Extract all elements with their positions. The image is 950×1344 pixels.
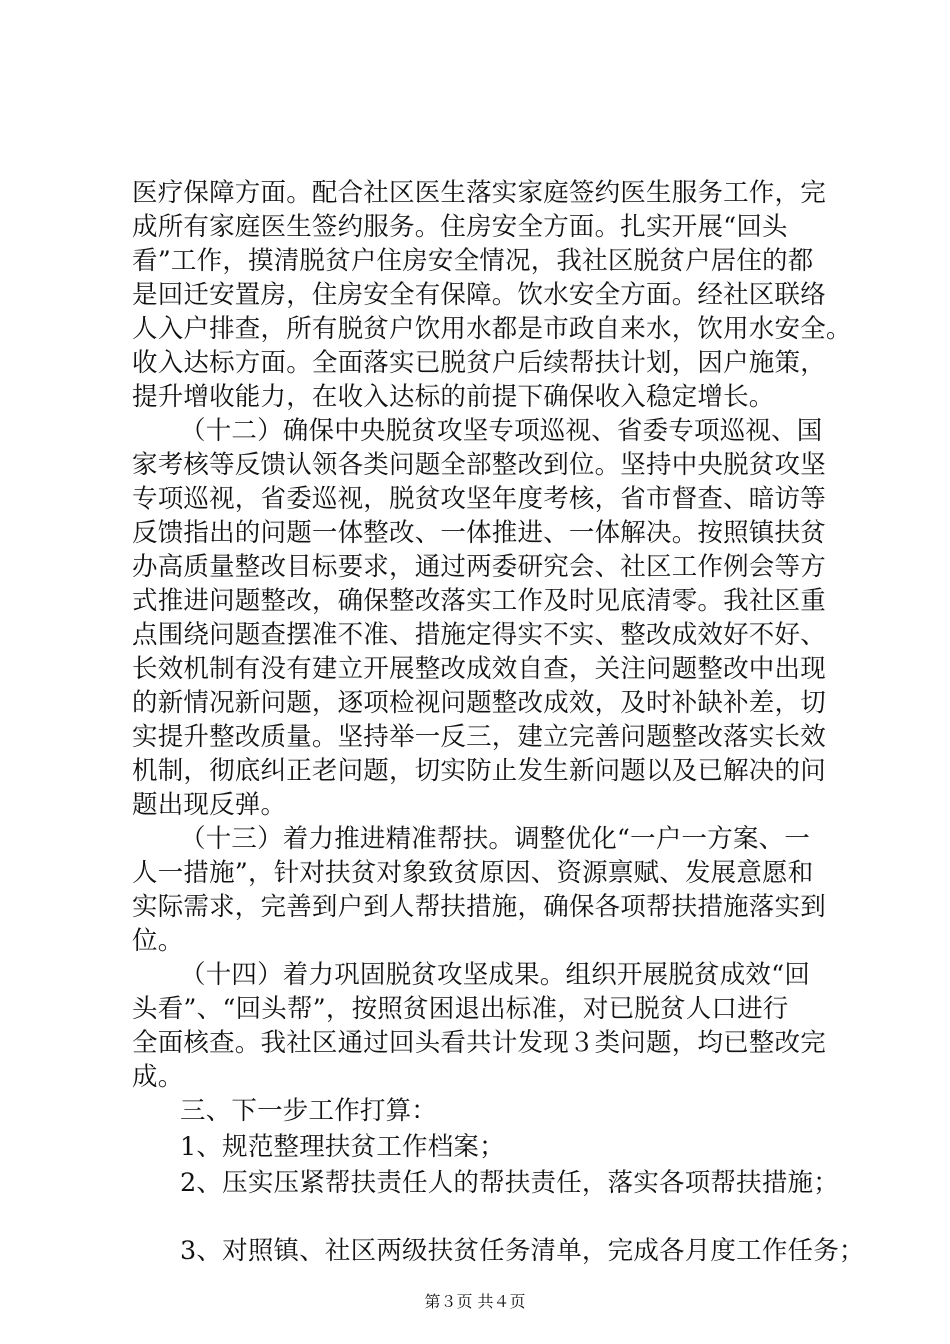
page-number-footer: 第３页 共４页 <box>424 1292 526 1311</box>
body-text-line: 成。 <box>132 1062 184 1092</box>
body-text-line: 实际需求，完善到户到人帮扶措施，确保各项帮扶措施落实到 <box>132 892 826 922</box>
body-text-line: 专项巡视，省委巡视，脱贫攻坚年度考核，省市督查、暗访等 <box>132 484 826 514</box>
list-item: 3、对照镇、社区两级扶贫任务清单，完成各月度工作任务； <box>180 1236 865 1266</box>
body-text-line: 位。 <box>132 926 184 956</box>
body-text-line: 收入达标方面。全面落实已脱贫户后续帮扶计划，因户施策， <box>132 348 826 378</box>
body-text-line: 看”工作，摸清脱贫户住房安全情况，我社区脱贫户居住的都 <box>132 246 814 276</box>
list-item: 1、规范整理扶贫工作档案； <box>180 1132 505 1162</box>
body-text-line: 提升增收能力，在收入达标的前提下确保收入稳定增长。 <box>132 382 775 412</box>
paragraph-start-line: （十四）着力巩固脱贫攻坚成果。组织开展脱贫成效“回 <box>180 960 811 990</box>
body-text-line: 长效机制有没有建立开展整改成效自查，关注问题整改中出现 <box>132 654 826 684</box>
body-text-line: 的新情况新问题，逐项检视问题整改成效，及时补缺补差，切 <box>132 688 826 718</box>
body-text-line: 反馈指出的问题一体整改、一体推进、一体解决。按照镇扶贫 <box>132 518 826 548</box>
body-text-line: 人入户排查，所有脱贫户饮用水都是市政自来水，饮用水安全。 <box>132 314 852 344</box>
body-text-line: 人一措施”，针对扶贫对象致贫原因、资源禀赋、发展意愿和 <box>132 858 814 888</box>
body-text-line: 全面核查。我社区通过回头看共计发现３类问题，均已整改完 <box>132 1028 826 1058</box>
body-text-line: 成所有家庭医生签约服务。住房安全方面。扎实开展“回头 <box>132 212 788 242</box>
body-text-line: 是回迁安置房，住房安全有保障。饮水安全方面。经社区联络 <box>132 280 826 310</box>
body-text-line: 办高质量整改目标要求，通过两委研究会、社区工作例会等方 <box>132 552 826 582</box>
paragraph-start-line: （十二）确保中央脱贫攻坚专项巡视、省委专项巡视、国 <box>180 416 823 446</box>
body-text-line: 医疗保障方面。配合社区医生落实家庭签约医生服务工作，完 <box>132 178 826 208</box>
body-text-line: 式推进问题整改，确保整改落实工作及时见底清零。我社区重 <box>132 586 826 616</box>
body-text-line: 点围绕问题查摆准不准、措施定得实不实、整改成效好不好、 <box>132 620 826 650</box>
section-heading: 三、下一步工作打算： <box>180 1096 438 1126</box>
body-text-line: 机制，彻底纠正老问题，切实防止发生新问题以及已解决的问 <box>132 756 826 786</box>
body-text-line: 家考核等反馈认领各类问题全部整改到位。坚持中央脱贫攻坚 <box>132 450 826 480</box>
body-text-line: 题出现反弹。 <box>132 790 287 820</box>
body-text-line: 实提升整改质量。坚持举一反三，建立完善问题整改落实长效 <box>132 722 826 752</box>
body-text-line: 头看”、“回头帮”，按照贫困退出标准，对已脱贫人口进行 <box>132 994 789 1024</box>
list-item: 2、压实压紧帮扶责任人的帮扶责任，落实各项帮扶措施； <box>180 1168 839 1198</box>
paragraph-start-line: （十三）着力推进精准帮扶。调整优化“一户一方案、一 <box>180 824 811 854</box>
